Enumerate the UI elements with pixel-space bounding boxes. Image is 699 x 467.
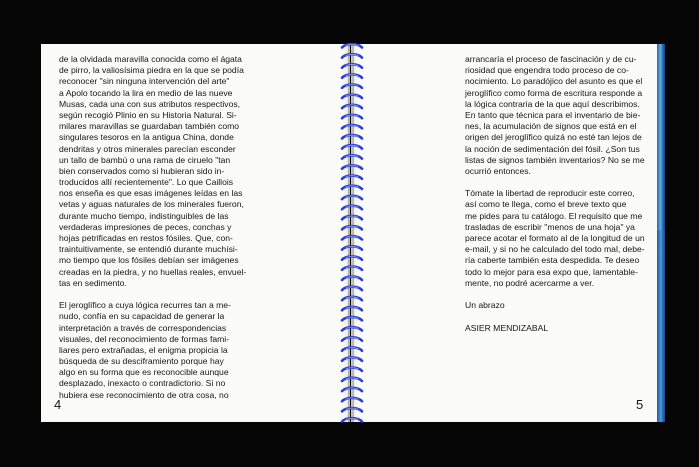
spiral-coil [342,307,362,310]
spiral-coil [342,196,362,199]
right-page-text-line: parece acotar el formato al de la longitud de un [465,233,645,243]
right-page-text-line: mente, no podré acercarme a ver. [465,277,594,288]
right-page-paragraph-gap [465,311,645,322]
spiral-coil [342,206,362,209]
spiral-coil [342,408,362,411]
spiral-coil [342,277,362,280]
spiral-coil [342,418,362,421]
left-page-text-line: tas en sedimento. [59,277,127,288]
spiral-coil [342,64,362,67]
left-page-text-line: hojas petrificadas en restos fósiles. Que, con- [59,233,233,243]
left-page-text-line: reconocer "sin ninguna intervención del arte" [59,76,230,87]
right-page-text-line: jeroglífico como forma de escritura responde a [465,87,643,98]
right-page-text-line: En tanto que técnica para el inventario de bie- [465,109,641,120]
spiral-coil [342,105,362,108]
left-page-text-line: liares pero extrañadas, el enigma propicia la [59,344,228,355]
spiral-coil [342,165,362,168]
right-page-text-line: nocimiento. Lo paradójico del asunto es que el [465,76,643,87]
spiral-coil [342,135,362,138]
spiral-coil [342,357,362,360]
spiral-binding [340,40,364,426]
left-page-text-line: según recogió Plinio en su Historia Natural. Si- [59,109,237,120]
right-page-text-line: e-mail, y si no he calculado del todo mal, debe- [465,244,645,255]
right-page-text-line: la lógica contraria de la que aquí describimos. [465,98,640,109]
left-page-text [59,54,246,401]
spiral-coil [342,287,362,290]
spiral-coil [342,246,362,249]
spiral-coil [342,398,362,401]
left-page-text-line: visuales, del reconocimiento de formas fami- [59,333,230,344]
spiral-coil [342,337,362,340]
left-page-text-line: desplazado, inexacto o contradictorio. Si no [59,378,226,389]
right-page-text-line: trasladas de escribir "menos de una hoja" ya [465,221,635,232]
right-page-text-line: Un abrazo [465,300,505,311]
spiral-coil [342,145,362,148]
right-page-text [465,54,645,334]
left-page-text-line: singulares tesoros en la antigua China, donde [59,132,234,143]
right-page-paragraph-gap [465,177,645,188]
right-page-text-line: la noción de sedimentación del fósil. ¿Son tus [465,143,640,154]
right-page-text-line: arrancaría el proceso de fascinación y de cu- [465,54,637,64]
spiral-coil [342,95,362,98]
left-page-text-line: hubiera ese reconocimiento de otra cosa, no [59,389,229,400]
spiral-coil [342,155,362,158]
left-page-text-line: milares maravillas se guardaban también como [59,121,240,132]
left-page-text-line: búsqueda de su desciframiento porque hay [59,356,224,367]
left-page-text-line: verdaderas impresiones de peces, conchas y [59,221,232,232]
left-page-paragraph-gap [59,289,246,300]
left-page-text-line: a Apolo tocando la lira en medio de las nueve [59,87,233,98]
right-page-text-line: Tómate la libertad de reproducir este correo, [465,188,635,199]
spiral-coil [342,256,362,259]
right-page-text-line: riosidad que engendra todo proceso de co- [465,65,629,76]
spiral-coil [342,317,362,320]
spiral-coil [342,347,362,350]
right-page-text-line: me pides para tu catálogo. El requisito que me [465,210,643,221]
spiral-coil [342,186,362,189]
left-page-text-line: creadas en la piedra, y no huellas reales, envuel- [59,266,247,277]
left-page-text-line: nos enseña es que esas imágenes leídas en las [59,188,243,199]
page-number-left: 4 [54,397,62,412]
spiral-coil [342,176,362,179]
left-page-text-line: Musas, cada una con sus atributos respectivos, [59,98,241,109]
left-page-text-line: interpretación a través de correspondencias [59,322,227,333]
spiral-coil [342,125,362,128]
left-page-text-line: durante mucho tiempo, indistinguibles de las [59,210,229,221]
left-page-text-line: bien conservados como si hubieran sido in- [59,165,225,176]
left-page-text-line: troducidos allí recientemente". Lo que Caillois [59,177,234,188]
right-page-text-line: ría caberte también esta despedida. Te deseo [465,255,640,266]
spiral-coil [342,378,362,381]
spiral-coil [342,226,362,229]
left-page-text-line: dendritas y otros minerales parecían esconder [59,143,236,154]
spiral-coil [342,368,362,371]
spiral-coil [342,297,362,300]
colored-page-edge-lower [657,230,665,422]
right-page-paragraph-gap [465,289,645,300]
right-page-text-line: listas de signos también inventarios? No se me [465,154,645,165]
spiral-coil [342,388,362,391]
spiral-coil [342,54,362,57]
spiral-coil [342,44,362,47]
right-page-text-line: origen del jeroglífico quizá no esté tan lejos de [465,132,642,143]
left-page-text-line: nudo, confía en su capacidad de generar la [59,311,225,322]
left-page-text-line: de la olvidada maravilla conocida como el ágata [59,54,242,64]
right-page-text-line: así como te llega, como el breve texto que [465,199,627,210]
spiral-coil [342,267,362,270]
spiral-coil [342,74,362,77]
left-page-text-line: mo tiempo que los fósiles debían ser imágenes [59,255,239,266]
page-number-right: 5 [636,397,644,412]
right-page-text-line: ASIER MENDIZABAL [465,322,549,333]
right-page-text-line: ocurrió entonces. [465,165,531,176]
left-page-text-line: de pirro, la valiosísima piedra en la que se podía [59,65,244,76]
spiral-coil [342,85,362,88]
right-page-text-line: todo lo mejor para esa expo que, lamentable- [465,266,638,277]
left-page-text-line: traintuitivamente, se entendió durante muchísi- [59,244,238,255]
right-page-text-line: nes, la acumulación de signos que está en el [465,121,637,132]
left-page-text-line: vetas y aguas naturales de los minerales fueron, [59,199,244,210]
spiral-coil [342,216,362,219]
left-page-text-line: algo en su forma que es reconocible aunque [59,367,229,378]
spiral-coil [342,115,362,118]
spiral-coil [342,236,362,239]
spiral-coil [342,327,362,330]
left-page-text-line: El jeroglífico a cuya lógica recurres tan a me- [59,300,231,311]
left-page-text-line: un tallo de bambú o una rama de ciruelo "tan [59,154,231,165]
